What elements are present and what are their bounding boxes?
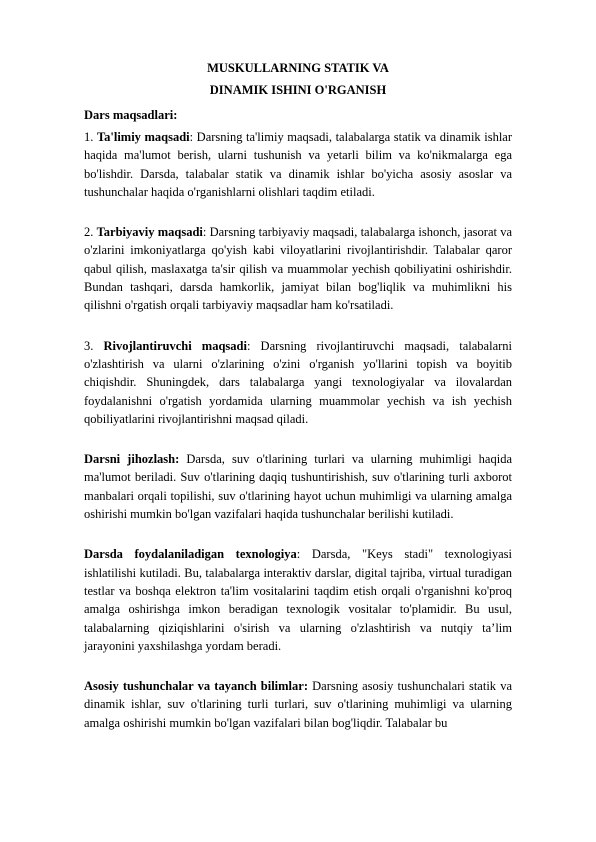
paragraph-educational-goal <box>84 128 512 201</box>
document-page <box>84 58 512 732</box>
paragraph-text: : Darsning rivojlantiruvchi maqsadi, talabalarni o'zlashtirish va ularni o'zlarining o'zini o'rganish yo'llarini topish va boyitib chiqishdir. Shuningdek, dars talabalarga yangi texnologiyalar va ilovalardan foydalanishni o'rgatish yordamida ularning muammolar yechish va ish yechish qobiliyatlarini rivojlantirishni maqsad qiladi. <box>84 338 513 426</box>
paragraph-lesson-equipment <box>84 450 512 523</box>
document-title-line-1: MUSKULLARNING STATIK VA <box>207 61 389 75</box>
paragraph-number: 3. <box>84 338 104 353</box>
paragraph-number: 2. <box>84 225 97 240</box>
paragraph-text: Darsda, suv o'tlarining turlari va ularning muhimligi haqida ma'lumot beriladi. Suv o'tlarining daqiq tushuntirishish, suv o'tlarining turli axborot manbalari orqali topilishi, suv o'tlarining hayot uchun muhimligi va ularning amalga oshirishi mumkin bo'lgan vazifalari haqida tushunchalar berilishi kutiladi. <box>84 452 512 522</box>
paragraph-label: Darsda foydalaniladigan texnologiya <box>84 547 297 562</box>
paragraph-label: Rivojlantiruvchi maqsadi <box>103 338 247 353</box>
section-heading-lesson-goals: Dars maqsadlari: <box>84 108 178 122</box>
paragraph-label: Darsni jihozlash: <box>84 452 180 467</box>
paragraph-label: Ta'limiy maqsadi <box>96 130 190 144</box>
paragraph-text: Darsning asosiy tushunchalari statik va dinamik ishlar, suv o'tlarining turli turlari, suv o'tlarining muhimligi va ularning amalga oshirishi mumkin bo'lgan vazifalari bilan bog'liqdir. Talabalar bu <box>84 679 512 730</box>
paragraph-text: : Darsning tarbiyaviy maqsadi, talabalarga ishonch, jasorat va o'zlarini imkoniyatlarga qo'yish kabi viloyatlarini rivojlantirishdir. Talabalar qaror qabul qilish, maslaxatga ta'sir qilish va muammolar yechish qobiliyatini oshirishdir. Bundan tashqari, darsda hamkorlik, jamiyat bilan bog'liqlik va muhimlikni his qilishni o'rgatish orqali tarbiyaviy maqsadlar ham ko'rsatiladi. <box>84 225 512 313</box>
paragraph-number: 1. <box>84 130 97 144</box>
paragraph-label: Asosiy tushunchalar va tayanch bilimlar: <box>84 679 308 694</box>
paragraph-key-concepts <box>84 677 512 732</box>
document-title-line-2: DINAMIK ISHINI O'RGANISH <box>209 83 387 97</box>
paragraph-upbringing-goal <box>84 223 512 314</box>
paragraph-label: Tarbiyaviy maqsadi <box>96 225 203 240</box>
paragraph-text: : Darsda, "Keys stadi" texnologiyasi ishlatilishi kutiladi. Bu, talabalarga interaktiv darslar, digital tajriba, virtual turadigan testlar va boshqa elektron ta'lim vositalarini taqdim etish orqali o'rganishni ko'proq amalga oshirishga imkon beradigan texnologik vositalar to'plamidir. Bu usul, talabalarning qiziqishlarini o'sirish va ularning o'zlashtirish va nutqiy ta’lim jarayonini yaxshilashga yordam beradi. <box>84 547 512 653</box>
paragraph-technology-used <box>84 545 512 655</box>
paragraph-developmental-goal <box>84 337 512 428</box>
paragraph-text: : Darsning ta'limiy maqsadi, talabalarga statik va dinamik ishlar haqida ma'lumot berish, ularni tushunish va yetarli bilim va ko'nikmalarga ega bo'lishdir. Darsda, talabalar statik va dinamik ishlar bo'yicha asosiy asoslar va tushunchalar haqida o'rganishlarni olishlari taqdim etiladi. <box>84 130 512 199</box>
